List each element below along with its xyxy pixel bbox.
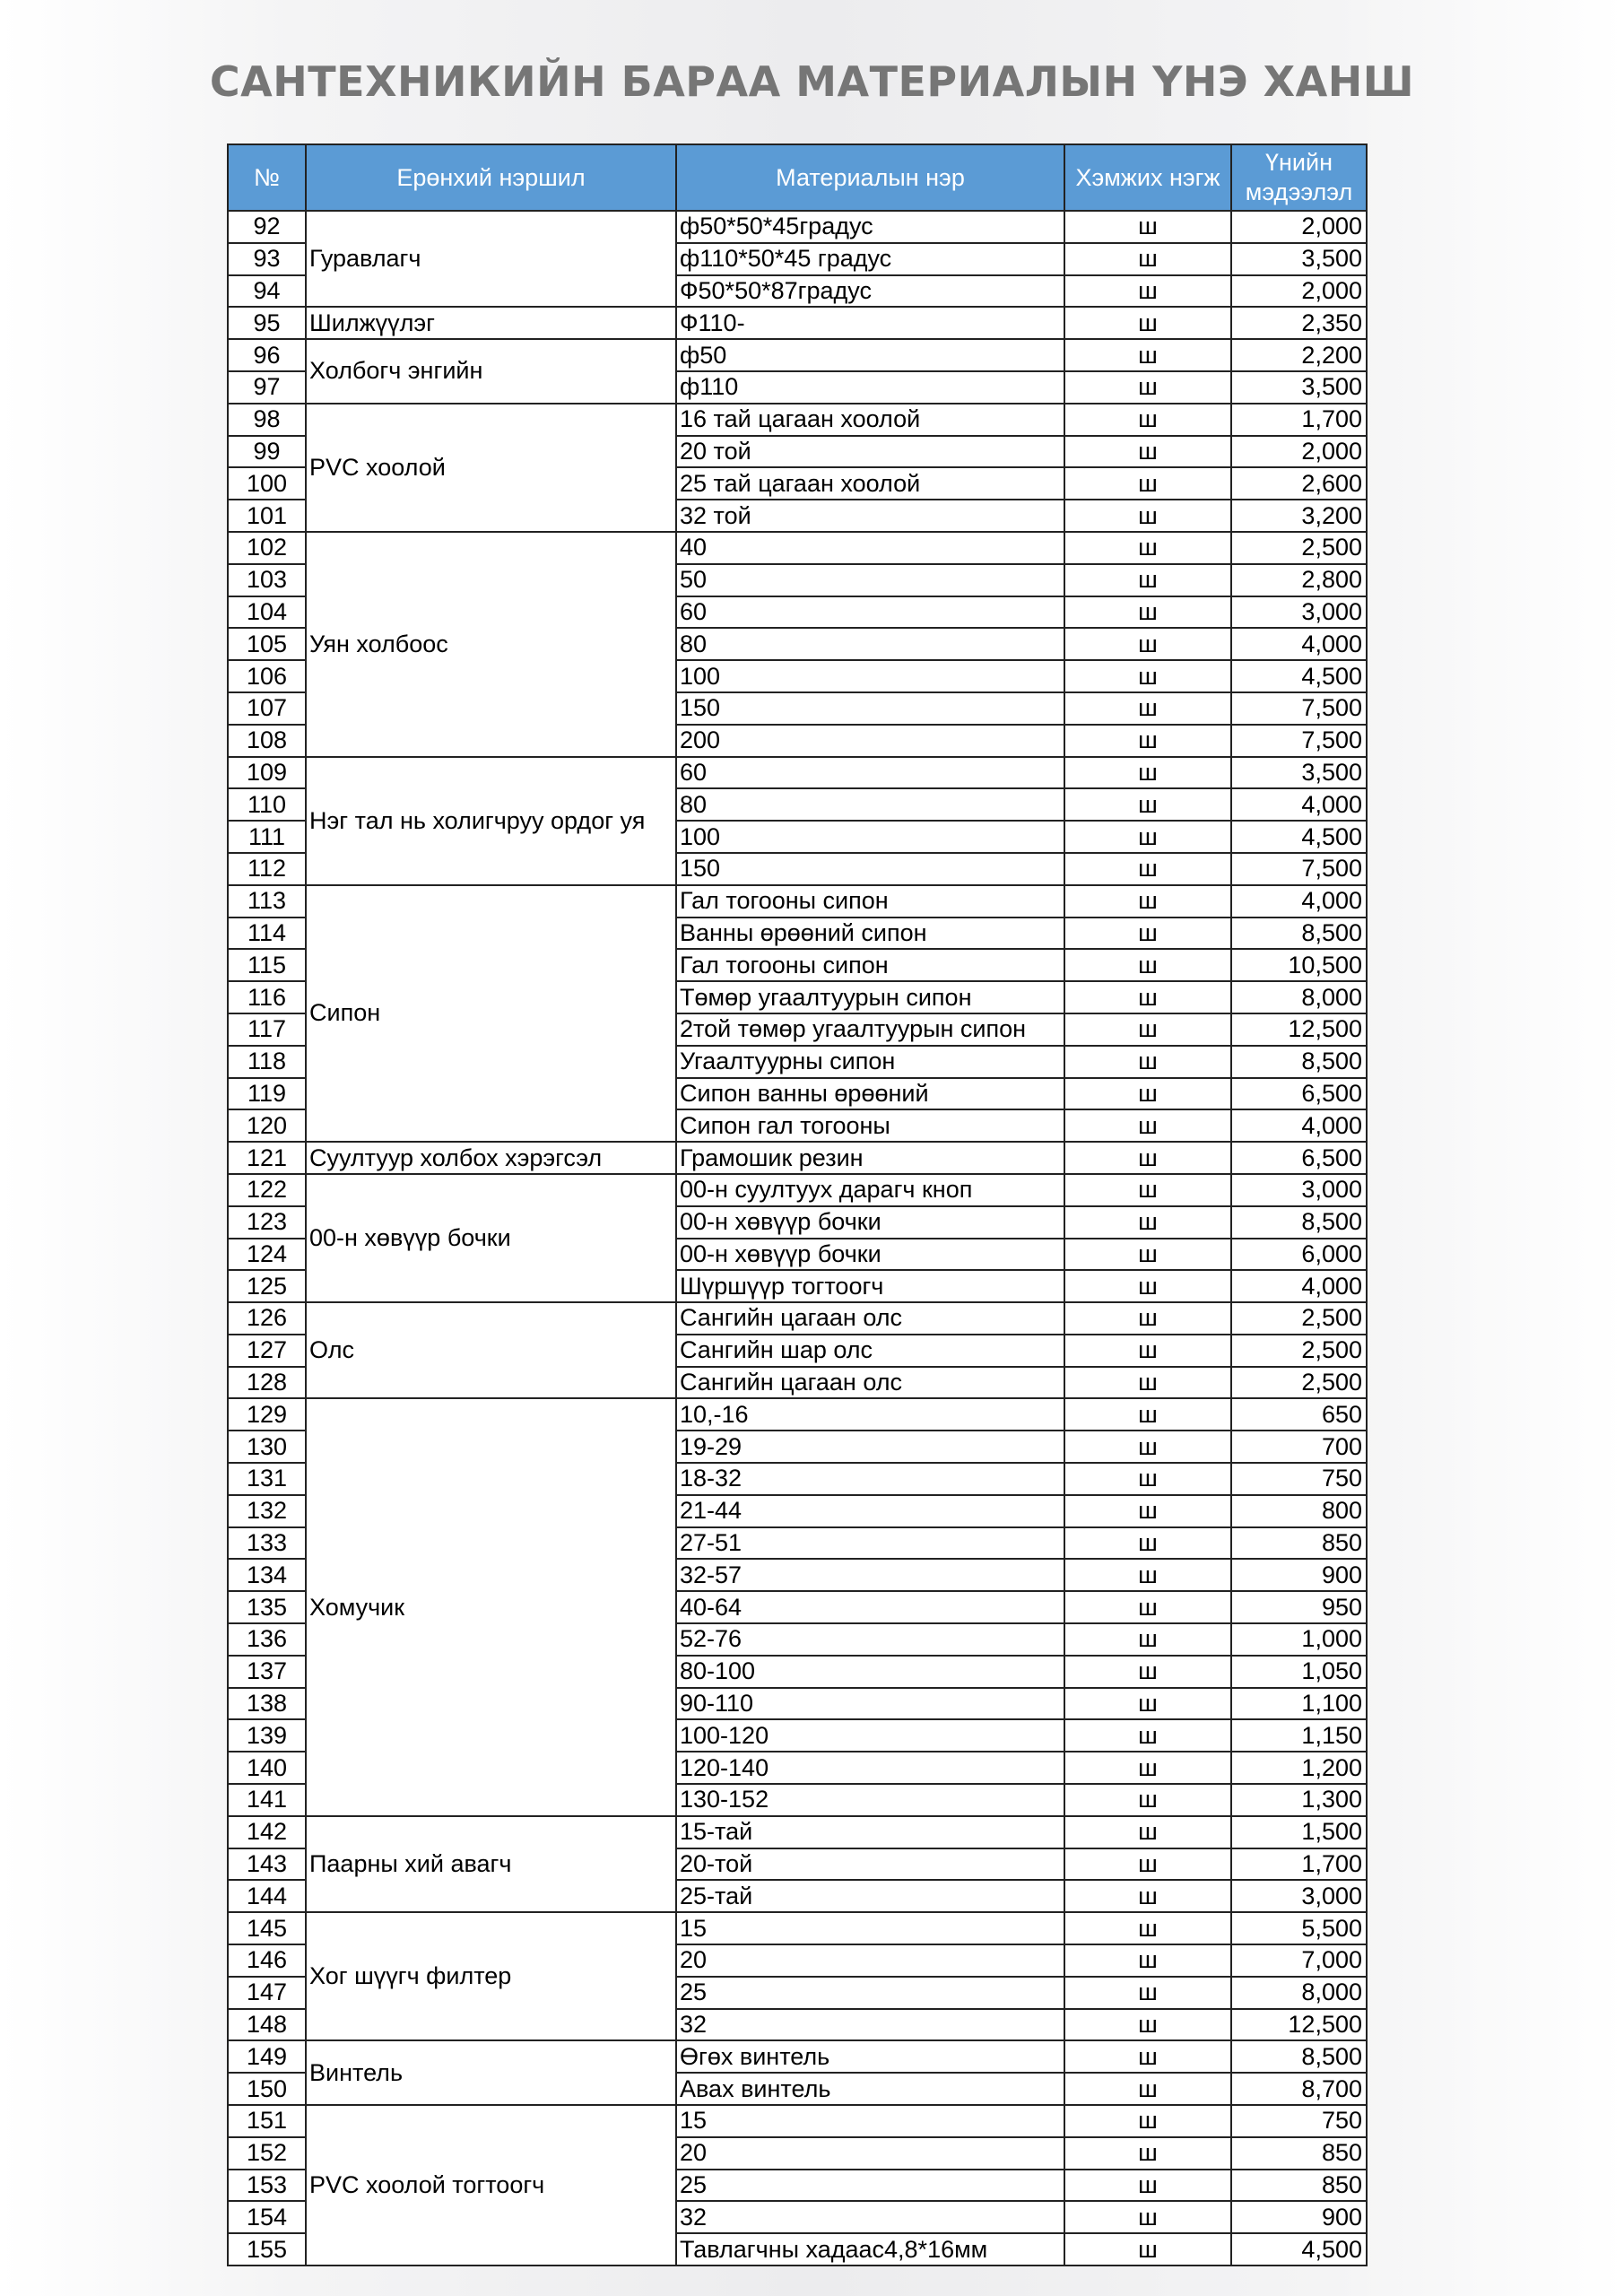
price-cell: 6,500 [1231,1078,1367,1110]
general-name-cell: Паарны хий авагч [306,1816,676,1912]
row-number: 95 [228,307,306,339]
price-cell: 7,500 [1231,692,1367,725]
material-name-cell: 130-152 [676,1784,1064,1816]
unit-cell: ш [1064,692,1231,725]
row-number: 155 [228,2233,306,2266]
price-cell: 750 [1231,1463,1367,1495]
unit-cell: ш [1064,1944,1231,1977]
unit-cell: ш [1064,1912,1231,1944]
row-number: 130 [228,1431,306,1463]
unit-cell: ш [1064,436,1231,468]
general-name-cell: PVC хоолой [306,404,676,532]
material-name-cell: Гал тогооны сипон [676,885,1064,918]
row-number: 125 [228,1270,306,1302]
row-number: 127 [228,1335,306,1367]
material-name-cell: 18-32 [676,1463,1064,1495]
price-cell: 1,700 [1231,1848,1367,1881]
unit-cell: ш [1064,853,1231,885]
row-number: 145 [228,1912,306,1944]
price-cell: 5,500 [1231,1912,1367,1944]
unit-cell: ш [1064,918,1231,950]
price-cell: 3,200 [1231,500,1367,532]
price-cell: 900 [1231,1559,1367,1591]
row-number: 119 [228,1078,306,1110]
unit-cell: ш [1064,1046,1231,1078]
material-name-cell: 40-64 [676,1591,1064,1623]
row-number: 105 [228,628,306,660]
header-price-line1: Үнийн [1264,149,1333,176]
material-name-cell: 20 [676,2137,1064,2170]
material-name-cell: Ванны өрөөний сипон [676,918,1064,950]
row-number: 147 [228,1977,306,2009]
price-cell: 850 [1231,1527,1367,1560]
unit-cell: ш [1064,1559,1231,1591]
material-name-cell: 15 [676,2105,1064,2137]
table-row [228,885,1367,918]
unit-cell: ш [1064,660,1231,692]
material-name-cell: 27-51 [676,1527,1064,1560]
row-number: 107 [228,692,306,725]
unit-cell: ш [1064,725,1231,757]
row-number: 134 [228,1559,306,1591]
row-number: 110 [228,788,306,821]
price-cell: 4,500 [1231,660,1367,692]
unit-cell: ш [1064,1752,1231,1784]
price-cell: 900 [1231,2201,1367,2233]
material-name-cell: Сипон ванны өрөөний [676,1078,1064,1110]
price-cell: 1,150 [1231,1719,1367,1752]
price-cell: 650 [1231,1398,1367,1431]
material-name-cell: Сангийн шар олс [676,1335,1064,1367]
table-row [228,1142,1367,1174]
table-row [228,404,1367,436]
row-number: 152 [228,2137,306,2170]
row-number: 101 [228,500,306,532]
row-number: 135 [228,1591,306,1623]
price-cell: 2,350 [1231,307,1367,339]
price-cell: 1,100 [1231,1688,1367,1720]
unit-cell: ш [1064,339,1231,371]
unit-cell: ш [1064,885,1231,918]
row-number: 132 [228,1495,306,1527]
row-number: 117 [228,1013,306,1046]
general-name-cell: Гуравлагч [306,211,676,307]
price-cell: 7,500 [1231,853,1367,885]
material-name-cell: 25 [676,1977,1064,2009]
price-cell: 700 [1231,1431,1367,1463]
material-name-cell: 60 [676,596,1064,629]
unit-cell: ш [1064,788,1231,821]
row-number: 126 [228,1302,306,1335]
unit-cell: ш [1064,949,1231,981]
price-cell: 2,800 [1231,564,1367,596]
row-number: 122 [228,1174,306,1206]
price-cell: 4,000 [1231,628,1367,660]
table-row [228,532,1367,564]
row-number: 142 [228,1816,306,1848]
material-name-cell: 16 тай цагаан хоолой [676,404,1064,436]
price-cell: 4,000 [1231,885,1367,918]
general-name-cell: Нэг тал нь холигчруу ордог уя [306,757,676,885]
row-number: 108 [228,725,306,757]
unit-cell: ш [1064,1013,1231,1046]
row-number: 113 [228,885,306,918]
unit-cell: ш [1064,1623,1231,1656]
row-number: 92 [228,211,306,243]
unit-cell: ш [1064,371,1231,404]
material-name-cell: 32 [676,2201,1064,2233]
table-row [228,757,1367,789]
material-name-cell: 21-44 [676,1495,1064,1527]
header-no: № [228,144,306,211]
general-name-cell: Уян холбоос [306,532,676,757]
price-cell: 800 [1231,1495,1367,1527]
price-cell: 2,600 [1231,467,1367,500]
unit-cell: ш [1064,2233,1231,2266]
price-cell: 950 [1231,1591,1367,1623]
price-cell: 1,000 [1231,1623,1367,1656]
price-cell: 850 [1231,2170,1367,2202]
material-name-cell: 80-100 [676,1656,1064,1688]
price-cell: 750 [1231,2105,1367,2137]
material-name-cell: Сангийн цагаан олс [676,1367,1064,1399]
header-price [1231,144,1367,211]
price-cell: 1,500 [1231,1816,1367,1848]
material-name-cell: 20 той [676,436,1064,468]
material-name-cell: 00-н хөвүүр бочки [676,1239,1064,1271]
price-cell: 4,000 [1231,1109,1367,1142]
material-name-cell: 00-н суултуух дарагч кноп [676,1174,1064,1206]
row-number: 104 [228,596,306,629]
row-number: 137 [228,1656,306,1688]
unit-cell: ш [1064,275,1231,308]
price-table [227,144,1368,2266]
material-name-cell: 52-76 [676,1623,1064,1656]
material-name-cell: Шүршүүр тогтоогч [676,1270,1064,1302]
price-cell: 3,500 [1231,243,1367,275]
material-name-cell: Авах винтель [676,2073,1064,2105]
unit-cell: ш [1064,1816,1231,1848]
material-name-cell: 80 [676,788,1064,821]
unit-cell: ш [1064,1463,1231,1495]
unit-cell: ш [1064,1848,1231,1881]
unit-cell: ш [1064,1270,1231,1302]
price-cell: 10,500 [1231,949,1367,981]
material-name-cell: 19-29 [676,1431,1064,1463]
row-number: 96 [228,339,306,371]
header-row [228,144,1367,211]
material-name-cell: 15-тай [676,1816,1064,1848]
unit-cell: ш [1064,628,1231,660]
price-cell: 8,000 [1231,981,1367,1013]
price-cell: 2,000 [1231,436,1367,468]
table-row [228,339,1367,371]
row-number: 153 [228,2170,306,2202]
unit-cell: ш [1064,2105,1231,2137]
row-number: 144 [228,1880,306,1912]
price-cell: 7,500 [1231,725,1367,757]
table-row [228,1912,1367,1944]
unit-cell: ш [1064,1335,1231,1367]
table-row [228,2105,1367,2137]
unit-cell: ш [1064,596,1231,629]
price-cell: 2,500 [1231,532,1367,564]
material-name-cell: 90-110 [676,1688,1064,1720]
general-name-cell: Олс [306,1302,676,1398]
material-name-cell: 60 [676,757,1064,789]
unit-cell: ш [1064,821,1231,853]
unit-cell: ш [1064,1719,1231,1752]
row-number: 139 [228,1719,306,1752]
price-cell: 8,000 [1231,1977,1367,2009]
row-number: 114 [228,918,306,950]
row-number: 151 [228,2105,306,2137]
price-cell: 8,500 [1231,918,1367,950]
price-cell: 7,000 [1231,1944,1367,1977]
material-name-cell: 25 тай цагаан хоолой [676,467,1064,500]
material-name-cell: 100 [676,821,1064,853]
material-name-cell: 10,-16 [676,1398,1064,1431]
header-material-name: Материалын нэр [676,144,1064,211]
material-name-cell: 40 [676,532,1064,564]
row-number: 112 [228,853,306,885]
row-number: 131 [228,1463,306,1495]
row-number: 149 [228,2040,306,2073]
unit-cell: ш [1064,1078,1231,1110]
price-cell: 2,000 [1231,211,1367,243]
unit-cell: ш [1064,1109,1231,1142]
unit-cell: ш [1064,243,1231,275]
price-cell: 8,500 [1231,1206,1367,1239]
table-row [228,2040,1367,2073]
material-name-cell: 50 [676,564,1064,596]
unit-cell: ш [1064,1398,1231,1431]
unit-cell: ш [1064,2137,1231,2170]
unit-cell: ш [1064,1239,1231,1271]
unit-cell: ш [1064,1784,1231,1816]
row-number: 99 [228,436,306,468]
material-name-cell: 00-н хөвүүр бочки [676,1206,1064,1239]
price-cell: 8,500 [1231,2040,1367,2073]
material-name-cell: 25-тай [676,1880,1064,1912]
row-number: 111 [228,821,306,853]
row-number: 141 [228,1784,306,1816]
unit-cell: ш [1064,757,1231,789]
row-number: 138 [228,1688,306,1720]
unit-cell: ш [1064,1880,1231,1912]
price-cell: 3,500 [1231,757,1367,789]
material-name-cell: 100-120 [676,1719,1064,1752]
table-row [228,307,1367,339]
unit-cell: ш [1064,2009,1231,2041]
row-number: 120 [228,1109,306,1142]
price-cell: 2,500 [1231,1367,1367,1399]
price-cell: 2,500 [1231,1335,1367,1367]
header-price-line2: мэдээлэл [1245,178,1353,205]
price-cell: 3,000 [1231,596,1367,629]
header-unit: Хэмжих нэгж [1064,144,1231,211]
table-row [228,1398,1367,1431]
material-name-cell: 150 [676,692,1064,725]
material-name-cell: 15 [676,1912,1064,1944]
unit-cell: ш [1064,1431,1231,1463]
table-row [228,1174,1367,1206]
price-cell: 6,000 [1231,1239,1367,1271]
unit-cell: ш [1064,211,1231,243]
unit-cell: ш [1064,1367,1231,1399]
unit-cell: ш [1064,532,1231,564]
material-name-cell: 20-той [676,1848,1064,1881]
material-name-cell: 200 [676,725,1064,757]
general-name-cell: Хомучик [306,1398,676,1815]
unit-cell: ш [1064,1174,1231,1206]
price-cell: 4,000 [1231,788,1367,821]
price-cell: 6,500 [1231,1142,1367,1174]
row-number: 123 [228,1206,306,1239]
price-cell: 1,200 [1231,1752,1367,1784]
row-number: 94 [228,275,306,308]
general-name-cell: Шилжүүлэг [306,307,676,339]
price-cell: 1,700 [1231,404,1367,436]
unit-cell: ш [1064,1302,1231,1335]
price-cell: 4,500 [1231,821,1367,853]
material-name-cell: 25 [676,2170,1064,2202]
material-name-cell: Төмөр угаалтуурын сипон [676,981,1064,1013]
page-title: САНТЕХНИКИЙН БАРАА МАТЕРИАЛЫН ҮНЭ ХАНШ [209,57,1415,106]
price-cell: 3,000 [1231,1174,1367,1206]
material-name-cell: Өгөх винтель [676,2040,1064,2073]
unit-cell: ш [1064,404,1231,436]
unit-cell: ш [1064,1142,1231,1174]
row-number: 154 [228,2201,306,2233]
row-number: 129 [228,1398,306,1431]
material-name-cell: Сипон гал тогооны [676,1109,1064,1142]
row-number: 116 [228,981,306,1013]
material-name-cell: 32 той [676,500,1064,532]
unit-cell: ш [1064,2170,1231,2202]
material-name-cell: ф110 [676,371,1064,404]
unit-cell: ш [1064,1495,1231,1527]
row-number: 133 [228,1527,306,1560]
row-number: 93 [228,243,306,275]
price-cell: 4,000 [1231,1270,1367,1302]
price-cell: 2,500 [1231,1302,1367,1335]
row-number: 140 [228,1752,306,1784]
material-name-cell: 120-140 [676,1752,1064,1784]
unit-cell: ш [1064,1206,1231,1239]
unit-cell: ш [1064,981,1231,1013]
row-number: 98 [228,404,306,436]
unit-cell: ш [1064,467,1231,500]
general-name-cell: Винтель [306,2040,676,2105]
general-name-cell: Сипон [306,885,676,1142]
row-number: 143 [228,1848,306,1881]
unit-cell: ш [1064,1656,1231,1688]
row-number: 128 [228,1367,306,1399]
material-name-cell: 20 [676,1944,1064,1977]
general-name-cell: 00-н хөвүүр бочки [306,1174,676,1302]
row-number: 121 [228,1142,306,1174]
unit-cell: ш [1064,564,1231,596]
material-name-cell: 32 [676,2009,1064,2041]
unit-cell: ш [1064,1527,1231,1560]
price-cell: 3,000 [1231,1880,1367,1912]
price-cell: 8,700 [1231,2073,1367,2105]
row-number: 97 [228,371,306,404]
row-number: 109 [228,757,306,789]
unit-cell: ш [1064,1591,1231,1623]
price-cell: 8,500 [1231,1046,1367,1078]
row-number: 150 [228,2073,306,2105]
material-name-cell: Тавлагчны хадаас4,8*16мм [676,2233,1064,2266]
price-cell: 1,050 [1231,1656,1367,1688]
material-name-cell: ф50 [676,339,1064,371]
unit-cell: ш [1064,1977,1231,2009]
material-name-cell: Ф110- [676,307,1064,339]
price-cell: 4,500 [1231,2233,1367,2266]
unit-cell: ш [1064,2073,1231,2105]
table-row [228,211,1367,243]
row-number: 103 [228,564,306,596]
material-name-cell: Грамошик резин [676,1142,1064,1174]
material-name-cell: 80 [676,628,1064,660]
material-name-cell: Гал тогооны сипон [676,949,1064,981]
row-number: 106 [228,660,306,692]
price-cell: 2,000 [1231,275,1367,308]
unit-cell: ш [1064,1688,1231,1720]
general-name-cell: Хог шүүгч филтер [306,1912,676,2040]
price-cell: 12,500 [1231,2009,1367,2041]
material-name-cell: ф50*50*45градус [676,211,1064,243]
price-cell: 3,500 [1231,371,1367,404]
general-name-cell: PVC хоолой тогтоогч [306,2105,676,2266]
material-name-cell: Угаалтуурны сипон [676,1046,1064,1078]
price-cell: 12,500 [1231,1013,1367,1046]
material-name-cell: 100 [676,660,1064,692]
unit-cell: ш [1064,2201,1231,2233]
material-name-cell: Ф50*50*87градус [676,275,1064,308]
header-general-name: Ерөнхий нэршил [306,144,676,211]
price-cell: 2,200 [1231,339,1367,371]
material-name-cell: 2той төмөр угаалтуурын сипон [676,1013,1064,1046]
row-number: 118 [228,1046,306,1078]
unit-cell: ш [1064,2040,1231,2073]
row-number: 100 [228,467,306,500]
row-number: 115 [228,949,306,981]
general-name-cell: Холбогч энгийн [306,339,676,404]
price-cell: 1,300 [1231,1784,1367,1816]
table-row [228,1816,1367,1848]
unit-cell: ш [1064,307,1231,339]
material-name-cell: 32-57 [676,1559,1064,1591]
price-cell: 850 [1231,2137,1367,2170]
row-number: 146 [228,1944,306,1977]
unit-cell: ш [1064,500,1231,532]
table-header [228,144,1367,211]
table-row [228,1302,1367,1335]
material-name-cell: Сангийн цагаан олс [676,1302,1064,1335]
row-number: 102 [228,532,306,564]
row-number: 124 [228,1239,306,1271]
material-name-cell: ф110*50*45 градус [676,243,1064,275]
general-name-cell: Суултуур холбох хэрэгсэл [306,1142,676,1174]
row-number: 148 [228,2009,306,2041]
table-body [228,211,1367,2266]
row-number: 136 [228,1623,306,1656]
material-name-cell: 150 [676,853,1064,885]
